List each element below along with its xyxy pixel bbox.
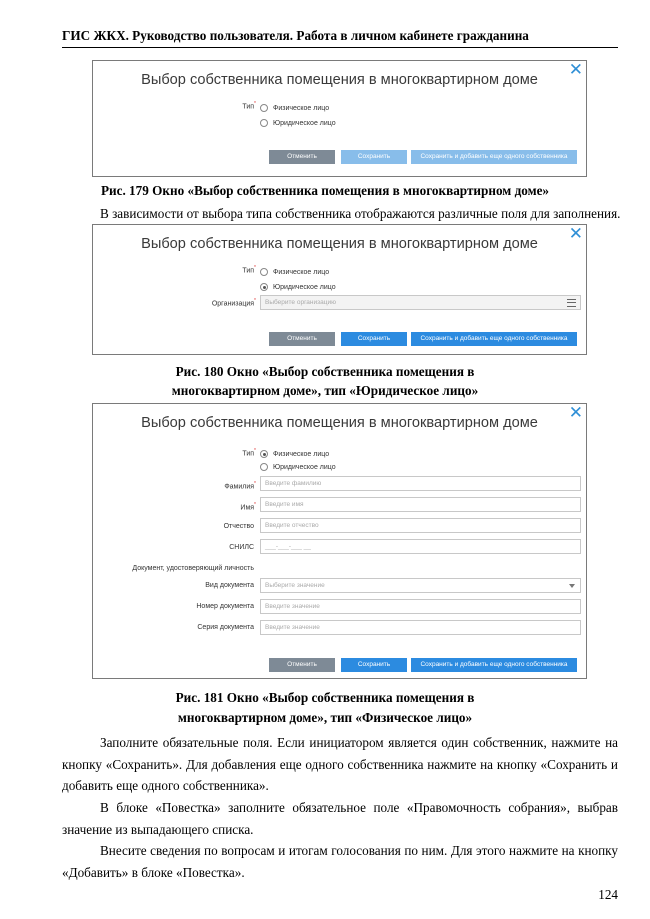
paragraph: Заполните обязательные поля. Если инициатором является один собственник, нажмите на кнопку «Сохранить». Для добавления еще одного собственника нажмите на кнопку «Сохранить и добавить еще одного собственника». — [62, 735, 618, 793]
figure-caption: Рис. 179 Окно «Выбор собственника помещения в многоквартирном доме» — [100, 183, 550, 198]
paragraph: Внесите сведения по вопросам и итогам голосования по ним. Для этого нажмите на кнопку «Добавить» в блоке «Повестка». — [62, 843, 618, 880]
radio-legal[interactable]: Юридическое лицо — [260, 463, 336, 471]
radio-icon — [260, 268, 268, 276]
radio-individual[interactable]: Физическое лицо — [260, 104, 329, 112]
save-add-button[interactable]: Сохранить и добавить еще одного собственника — [411, 332, 577, 346]
owner-dialog-individual — [92, 403, 587, 679]
patronymic-input[interactable]: Введите отчество — [260, 518, 581, 533]
snils-input[interactable]: ___-___-___ __ — [260, 539, 581, 554]
figure-caption-line1: Рис. 181 Окно «Выбор собственника помещения в — [175, 690, 475, 705]
cancel-button[interactable]: Отменить — [269, 332, 335, 346]
radio-checked-icon — [260, 283, 268, 291]
organization-select[interactable]: Выберите организацию — [260, 295, 581, 310]
page-number: 124 — [598, 887, 618, 902]
close-icon[interactable]: ✕ — [568, 224, 583, 243]
snils-label: СНИЛС — [229, 544, 254, 551]
save-add-button[interactable]: Сохранить и добавить еще одного собственника — [411, 150, 577, 164]
patronymic-label: Отчество — [223, 523, 254, 530]
cancel-button[interactable]: Отменить — [269, 150, 335, 164]
dialog-title: Выбор собственника помещения в многоквартирном доме — [141, 72, 538, 88]
radio-individual[interactable]: Физическое лицо — [260, 268, 329, 276]
cancel-button[interactable]: Отменить — [269, 658, 335, 672]
radio-icon — [260, 104, 268, 112]
paragraph: В блоке «Повестка» заполните обязательное поле «Правомочность собрания», выбрав значение из выпадающего списка. — [62, 800, 618, 837]
radio-legal[interactable]: Юридическое лицо — [260, 283, 336, 291]
figure-caption-line1: Рис. 180 Окно «Выбор собственника помещения в — [175, 364, 475, 379]
dialog-title: Выбор собственника помещения в многоквартирном доме — [141, 415, 538, 431]
radio-icon — [260, 463, 268, 471]
doc-series-label: Серия документа — [197, 624, 254, 631]
radio-legal[interactable]: Юридическое лицо — [260, 119, 336, 127]
chevron-down-icon[interactable] — [569, 584, 575, 588]
type-label: Тип* — [242, 265, 256, 275]
firstname-input[interactable]: Введите имя — [260, 497, 581, 512]
type-label: Тип* — [242, 448, 256, 458]
figure-caption-line2: многоквартирном доме», тип «Физическое лицо» — [177, 710, 473, 725]
save-button[interactable]: Сохранить — [341, 658, 407, 672]
save-button[interactable]: Сохранить — [341, 150, 407, 164]
save-add-button[interactable]: Сохранить и добавить еще одного собственника — [411, 658, 577, 672]
doc-number-label: Номер документа — [196, 603, 254, 610]
page-header: ГИС ЖКХ. Руководство пользователя. Работа в личном кабинете гражданина — [62, 28, 618, 48]
list-icon[interactable] — [567, 299, 576, 307]
radio-icon — [260, 119, 268, 127]
doc-series-input[interactable]: Введите значение — [260, 620, 581, 635]
paragraph: В зависимости от выбора типа собственника отображаются различные поля для заполнения. — [100, 206, 621, 221]
doc-type-label: Вид документа — [205, 582, 254, 589]
document-section-label: Документ, удостоверяющий личность — [132, 565, 254, 572]
type-label: Тип* — [242, 101, 256, 111]
owner-dialog-empty — [92, 60, 587, 177]
lastname-input[interactable]: Введите фамилию — [260, 476, 581, 491]
close-icon[interactable]: ✕ — [568, 60, 583, 79]
doc-type-select[interactable]: Выберите значение — [260, 578, 581, 593]
save-button[interactable]: Сохранить — [341, 332, 407, 346]
close-icon[interactable]: ✕ — [568, 403, 583, 422]
organization-label: Организация* — [211, 298, 256, 308]
figure-caption-line2: многоквартирном доме», тип «Юридическое лицо» — [171, 383, 479, 398]
doc-number-input[interactable]: Введите значение — [260, 599, 581, 614]
radio-individual[interactable]: Физическое лицо — [260, 450, 329, 458]
firstname-label: Имя* — [240, 502, 256, 512]
owner-dialog-legal — [92, 224, 587, 355]
radio-checked-icon — [260, 450, 268, 458]
dialog-title: Выбор собственника помещения в многоквартирном доме — [141, 236, 538, 252]
lastname-label: Фамилия* — [224, 481, 256, 491]
